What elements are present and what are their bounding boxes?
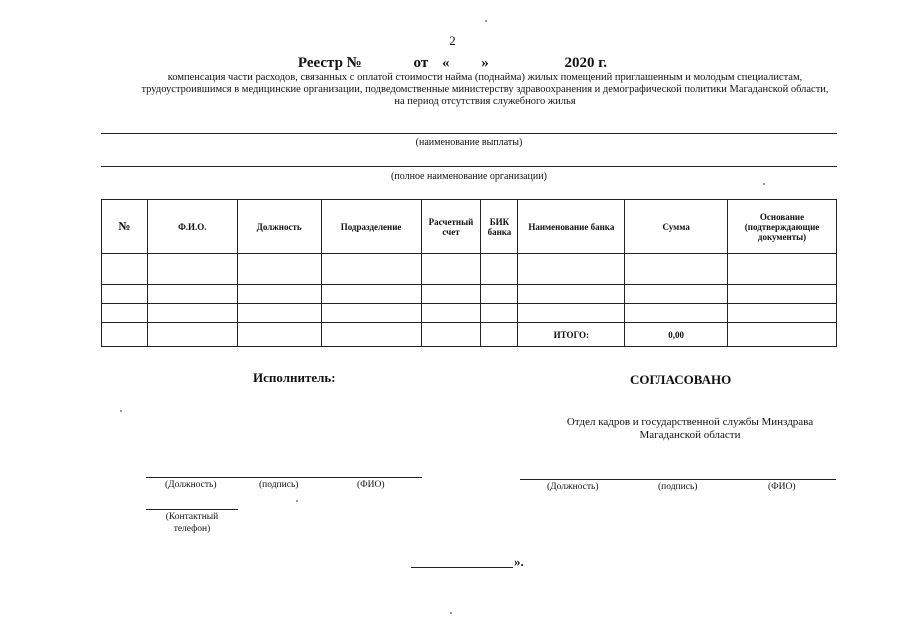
department-line-1: Отдел кадров и государственной службы Минздрава <box>566 416 814 428</box>
subtitle-line-1: компенсация части расходов, связанных с оплатой стоимости найма (поднайма) жилых помещений приглашенным и молодым специалистам, <box>167 72 803 83</box>
header-bank-name: Наименование банка <box>518 200 625 254</box>
approved-label: СОГЛАСОВАНО <box>630 372 732 387</box>
payment-name-line <box>101 133 837 134</box>
organization-line <box>101 166 837 167</box>
table-row <box>102 304 837 323</box>
table-header-row <box>102 200 837 254</box>
scan-speck <box>450 612 452 614</box>
total-value: 0,00 <box>625 323 728 347</box>
executor-label: Исполнитель: <box>253 370 336 385</box>
approved-signature-line <box>520 479 836 480</box>
approved-department <box>540 416 840 442</box>
footer-line <box>411 567 513 568</box>
header-bik: БИК банка <box>481 200 518 254</box>
organization-caption: (полное наименование организации) <box>391 171 547 182</box>
approved-position-caption: (Должность) <box>547 482 599 492</box>
registry-table <box>101 199 837 347</box>
table-row <box>102 285 837 304</box>
document-title <box>0 55 905 72</box>
approved-fio-caption: (ФИО) <box>768 482 796 492</box>
header-division: Подразделение <box>321 200 421 254</box>
header-position: Должность <box>237 200 321 254</box>
contact-caption-line-1: (Контактный <box>165 512 219 522</box>
table-row <box>102 254 837 285</box>
total-label: ИТОГО: <box>518 323 625 347</box>
header-fio: Ф.И.О. <box>147 200 237 254</box>
scan-speck <box>763 183 765 185</box>
payment-name-caption: (наименование выплаты) <box>415 137 523 148</box>
document-subtitle <box>100 72 870 108</box>
title-registry: Реестр № <box>297 55 362 71</box>
scan-speck <box>120 410 122 412</box>
executor-signature-caption: (подпись) <box>259 480 299 490</box>
header-account: Расчетный счет <box>421 200 481 254</box>
header-amount: Сумма <box>625 200 728 254</box>
title-quote-close: » <box>481 55 489 71</box>
scan-speck <box>296 500 298 502</box>
contact-caption-line-2: телефон) <box>173 524 211 534</box>
scan-speck <box>485 20 487 22</box>
executor-position-caption: (Должность) <box>165 480 217 490</box>
page-number: 2 <box>449 33 456 48</box>
department-line-2: Магаданской области <box>639 429 741 441</box>
title-from: от <box>413 55 429 71</box>
title-quote-open: « <box>441 55 450 71</box>
executor-signature-line <box>146 477 422 478</box>
title-year: 2020 г. <box>564 55 608 71</box>
footer-quote: ». <box>514 554 524 569</box>
executor-fio-caption: (ФИО) <box>357 480 385 490</box>
subtitle-line-3: на период отсутствия служебного жилья <box>394 96 576 107</box>
header-basis: Основание (подтверждающие документы) <box>728 200 837 254</box>
approved-signature-caption: (подпись) <box>658 482 698 492</box>
contact-phone-caption <box>146 511 238 535</box>
contact-phone-line <box>146 509 238 510</box>
header-num: № <box>102 200 148 254</box>
table-total-row <box>102 323 837 347</box>
subtitle-line-2: трудоустроившимся в медицинские организации, подведомственные министерству здравоохранения и демографической политики Магаданской области, <box>141 84 829 95</box>
